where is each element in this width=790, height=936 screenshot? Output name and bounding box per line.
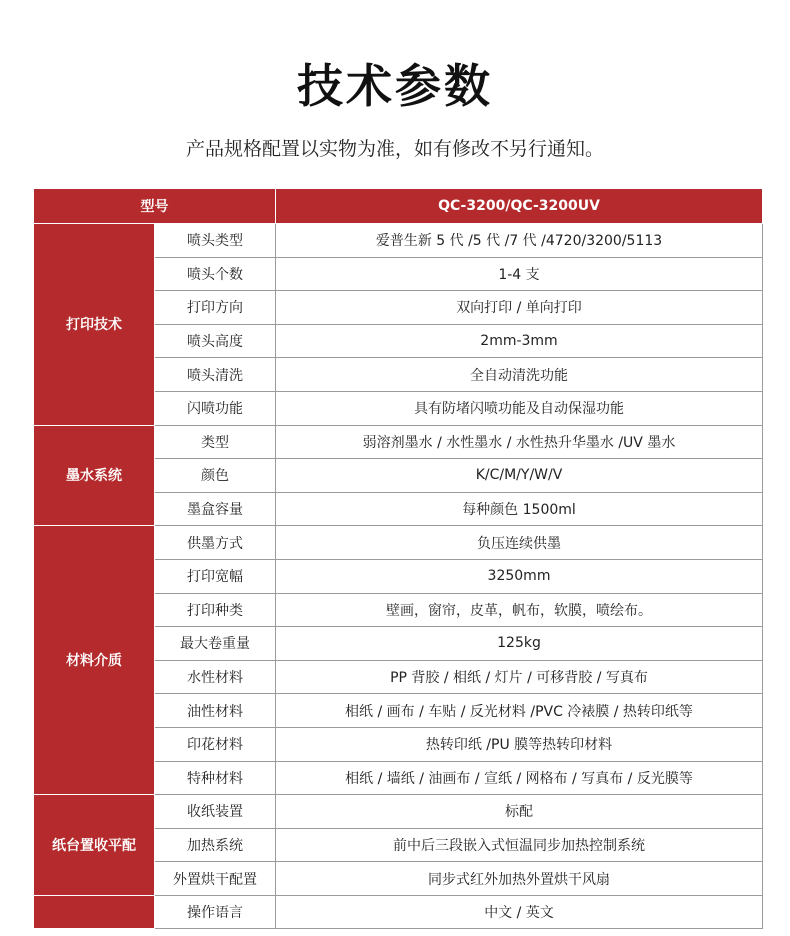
spec-label-cell: 打印方向: [155, 291, 276, 325]
spec-value-cell: 前中后三段嵌入式恒温同步加热控制系统: [276, 828, 763, 862]
spec-label-cell: 喷头高度: [155, 324, 276, 358]
spec-value-cell: 爱普生新 5 代 /5 代 /7 代 /4720/3200/5113: [276, 224, 763, 258]
spec-value-cell: 弱溶剂墨水 / 水性墨水 / 水性热升华墨水 /UV 墨水: [276, 425, 763, 459]
spec-value-cell: 2mm-3mm: [276, 324, 763, 358]
spec-label-cell: 加热系统: [155, 828, 276, 862]
spec-label-cell: 收纸装置: [155, 795, 276, 829]
spec-value-cell: 双向打印 / 单向打印: [276, 291, 763, 325]
spec-label-cell: 操作语言: [155, 895, 276, 929]
spec-value-cell: 相纸 / 墙纸 / 油画布 / 宣纸 / 网格布 / 写真布 / 反光膜等: [276, 761, 763, 795]
category-cell: 打印技术: [34, 224, 155, 426]
spec-value-cell: 全自动清洗功能: [276, 358, 763, 392]
spec-label-cell: 打印宽幅: [155, 559, 276, 593]
spec-value-cell: PP 背胶 / 相纸 / 灯片 / 可移背胶 / 写真布: [276, 660, 763, 694]
spec-value-cell: 壁画，窗帘，皮革，帆布，软膜，喷绘布。: [276, 593, 763, 627]
spec-value-cell: 相纸 / 画布 / 车贴 / 反光材料 /PVC 冷裱膜 / 热转印纸等: [276, 694, 763, 728]
spec-label-cell: 最大卷重量: [155, 627, 276, 661]
spec-table: [33, 188, 763, 929]
header-model-value: QC-3200/QC-3200UV: [276, 189, 763, 224]
header-model-label: 型号: [34, 189, 276, 224]
spec-label-cell: 喷头清洗: [155, 358, 276, 392]
spec-value-cell: 具有防堵闪喷功能及自动保湿功能: [276, 391, 763, 425]
table-row: [34, 795, 763, 829]
spec-value-cell: 中文 / 英文: [276, 895, 763, 929]
spec-label-cell: 喷头个数: [155, 257, 276, 291]
spec-value-cell: 热转印纸 /PU 膜等热转印材料: [276, 727, 763, 761]
table-header-row: [34, 189, 763, 224]
table-row: [34, 895, 763, 929]
category-cell: [34, 895, 155, 929]
table-row: [34, 425, 763, 459]
spec-label-cell: 印花材料: [155, 727, 276, 761]
spec-label-cell: 喷头类型: [155, 224, 276, 258]
spec-value-cell: 3250mm: [276, 559, 763, 593]
spec-label-cell: 供墨方式: [155, 526, 276, 560]
spec-value-cell: 同步式红外加热外置烘干风扇: [276, 862, 763, 896]
spec-label-cell: 水性材料: [155, 660, 276, 694]
spec-label-cell: 外置烘干配置: [155, 862, 276, 896]
table-row: [34, 526, 763, 560]
spec-value-cell: 每种颜色 1500ml: [276, 492, 763, 526]
spec-label-cell: 打印种类: [155, 593, 276, 627]
spec-label-cell: 类型: [155, 425, 276, 459]
category-cell: 墨水系统: [34, 425, 155, 526]
spec-label-cell: 闪喷功能: [155, 391, 276, 425]
spec-value-cell: 1-4 支: [276, 257, 763, 291]
category-cell: 材料介质: [34, 526, 155, 795]
spec-value-cell: 125kg: [276, 627, 763, 661]
spec-label-cell: 墨盒容量: [155, 492, 276, 526]
spec-value-cell: 标配: [276, 795, 763, 829]
category-cell: 纸台置收平配: [34, 795, 155, 896]
spec-value-cell: 负压连续供墨: [276, 526, 763, 560]
table-row: [34, 224, 763, 258]
spec-label-cell: 特种材料: [155, 761, 276, 795]
spec-label-cell: 颜色: [155, 459, 276, 493]
page-title: 技术参数: [297, 59, 493, 113]
spec-label-cell: 油性材料: [155, 694, 276, 728]
page-subtitle: 产品规格配置以实物为准，如有修改不另行通知。: [185, 138, 604, 160]
spec-value-cell: K/C/M/Y/W/V: [276, 459, 763, 493]
